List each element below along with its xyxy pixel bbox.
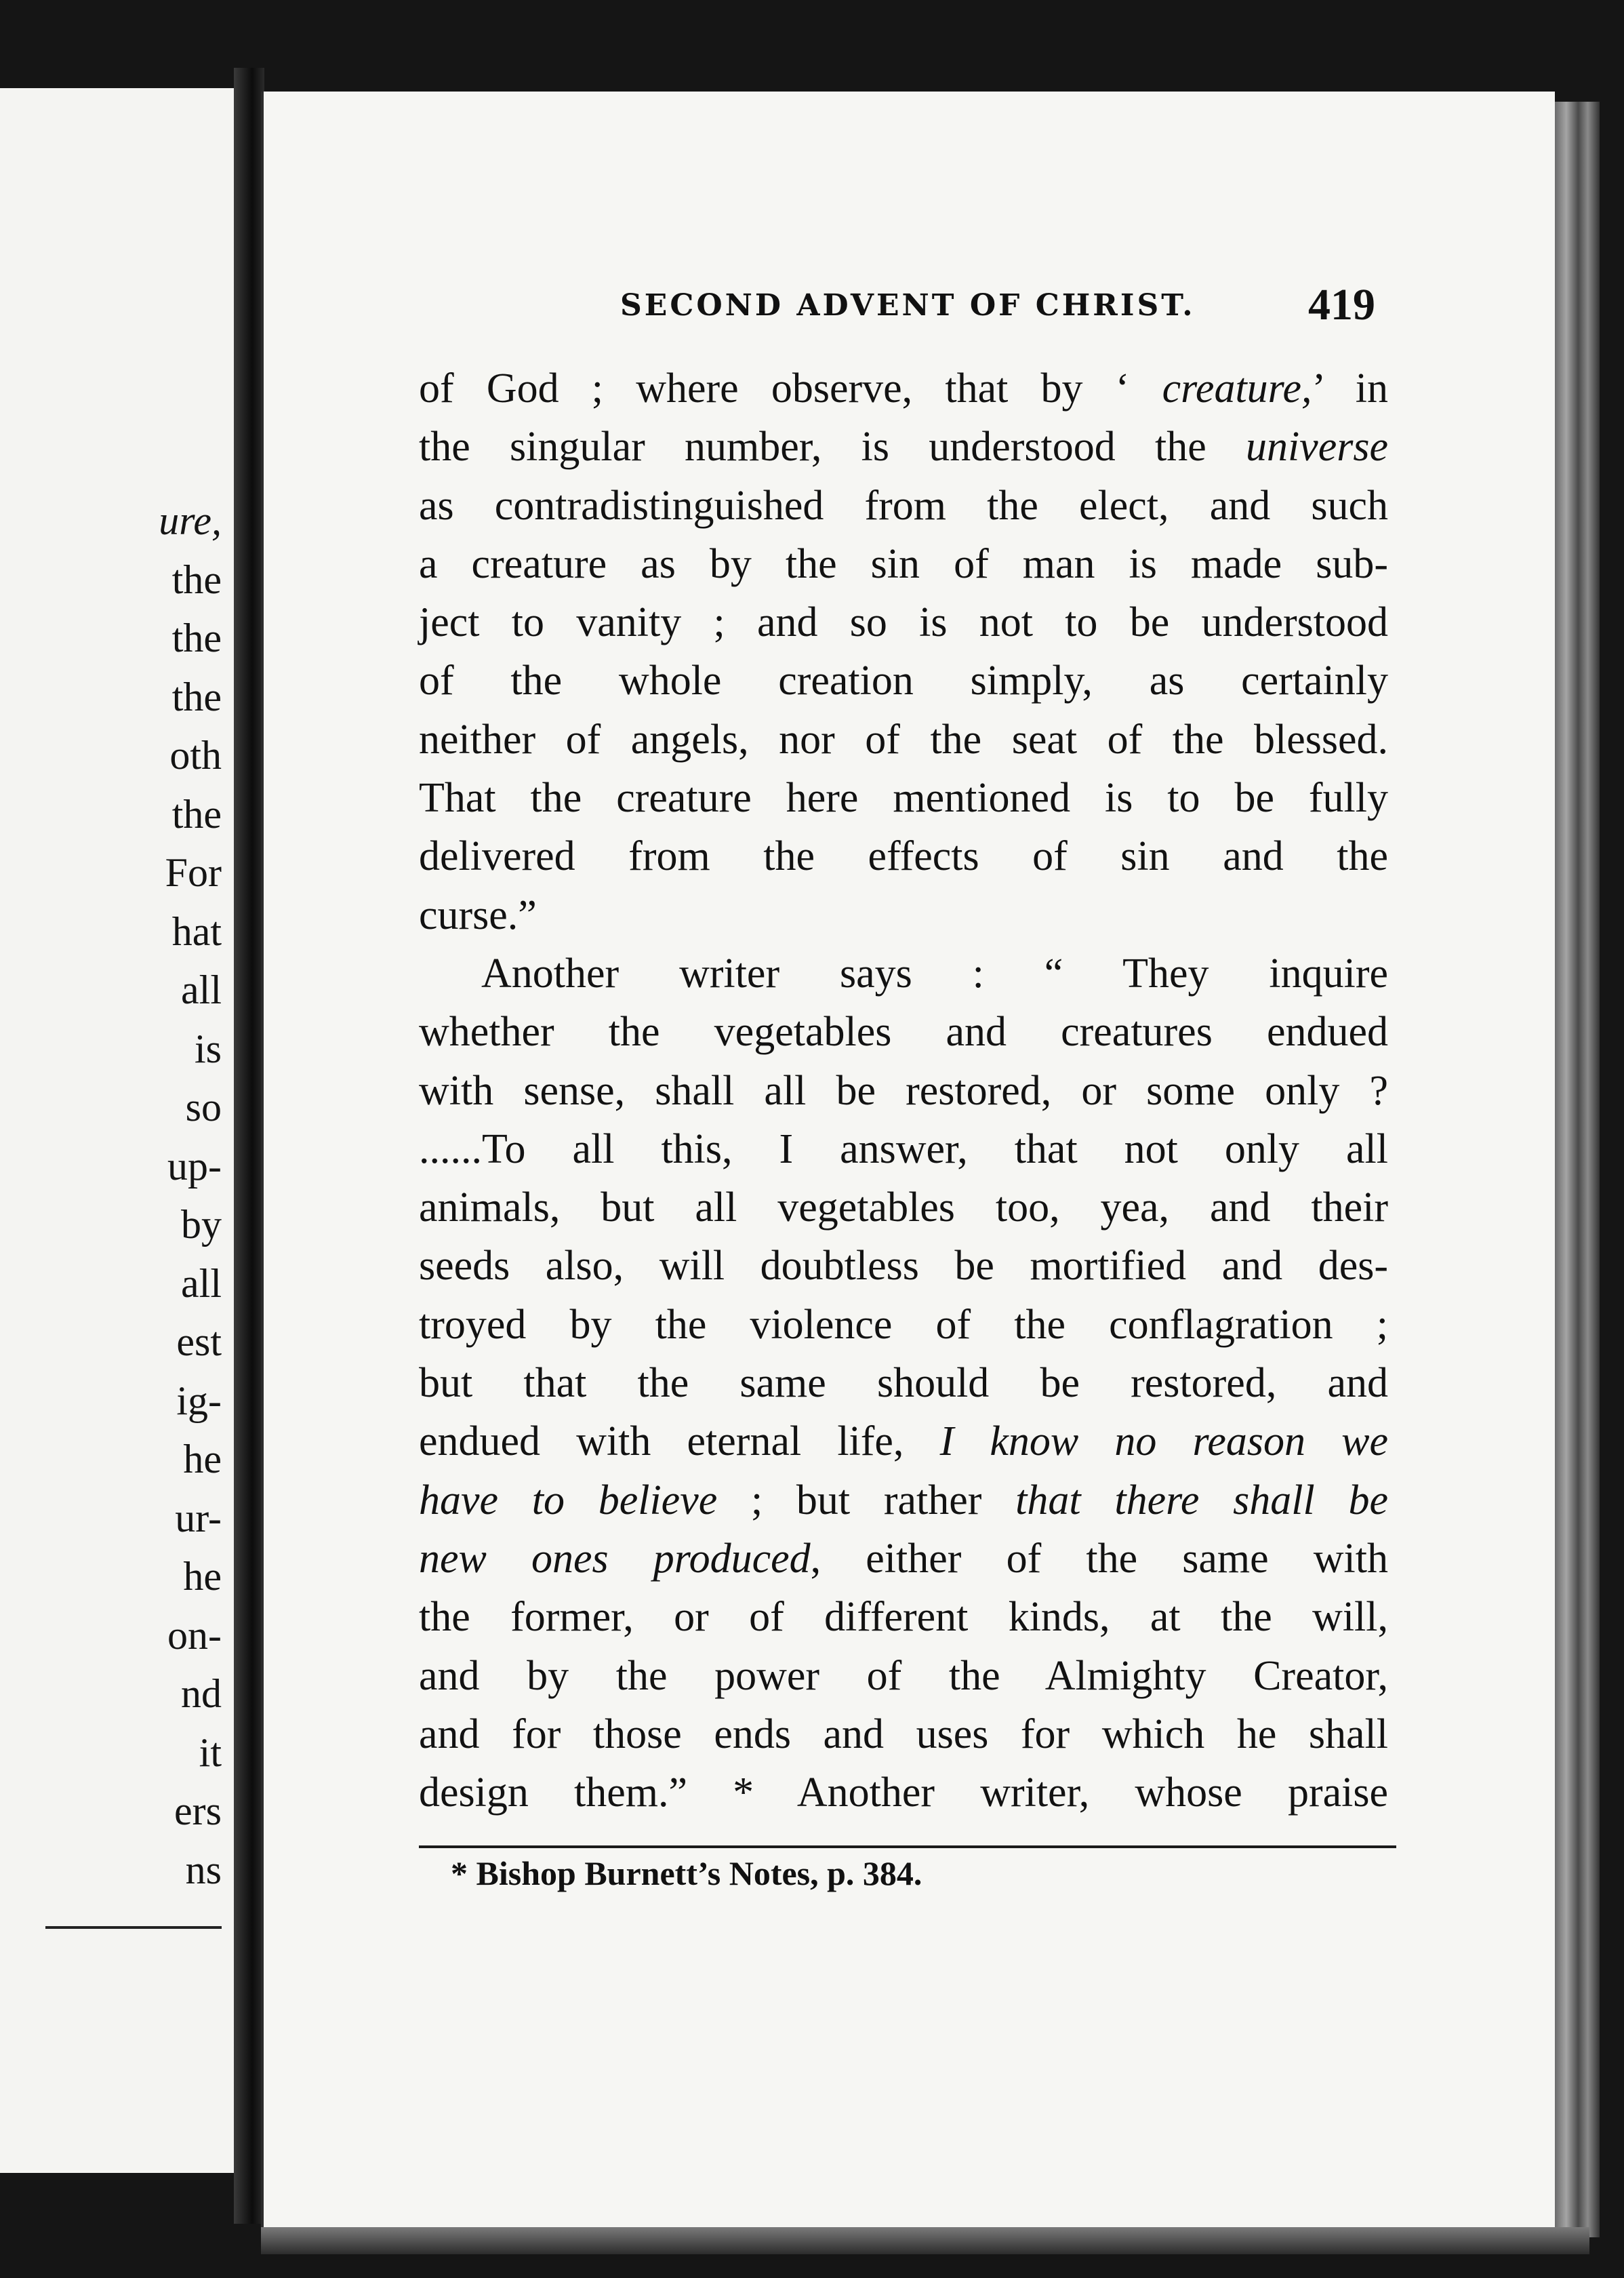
- left-page-fragment: ig-: [176, 1378, 222, 1423]
- left-page-fragment: the: [171, 616, 222, 660]
- footnote: * Bishop Burnett’s Notes, p. 384.: [451, 1854, 922, 1892]
- text-line: [419, 944, 1388, 1003]
- text-segment: neither of angels, nor of the seat of the blessed.: [419, 716, 1388, 763]
- text-segment: of God ; where observe, that by ‘: [419, 365, 1162, 412]
- text-segment: animals, but all vegetables too, yea, and their: [419, 1184, 1388, 1231]
- text-line: [419, 886, 1388, 944]
- italic-text: creature,: [1162, 365, 1312, 412]
- text-line: [419, 1003, 1388, 1061]
- text-line: [419, 1354, 1388, 1412]
- text-segment: ’ in: [1312, 365, 1388, 412]
- left-page-fragment: it: [199, 1730, 222, 1775]
- left-page-fragment: ns: [185, 1847, 222, 1892]
- left-page-fragment: the: [171, 674, 222, 719]
- text-segment: seeds also, will doubtless be mortified and des-: [419, 1243, 1388, 1290]
- text-segment: and for those ends and uses for which he shall: [419, 1711, 1388, 1757]
- text-line: [419, 652, 1388, 710]
- left-page-fragment: oth: [169, 733, 222, 778]
- running-head: SECOND ADVENT OF CHRIST.: [620, 288, 1196, 323]
- text-line: [419, 1296, 1388, 1354]
- left-page-fragment: nd: [181, 1671, 222, 1716]
- italic-text: have to believe: [419, 1477, 718, 1523]
- left-page-fragment: For: [165, 850, 222, 895]
- text-line: [419, 1471, 1388, 1530]
- left-page-fragment: the: [171, 791, 222, 837]
- left-page-fragment: est: [176, 1319, 222, 1364]
- text-segment: of the whole creation simply, as certainly: [419, 658, 1388, 704]
- italic-text: that there shall be: [1015, 1477, 1388, 1523]
- left-page-fragment: ure,: [159, 498, 222, 543]
- text-line: [419, 711, 1388, 769]
- text-segment: endued with eternal life,: [419, 1418, 940, 1465]
- text-segment: and by the power of the Almighty Creator,: [419, 1652, 1388, 1699]
- left-page-footnote-rule: [45, 1926, 222, 1929]
- text-line: [419, 418, 1388, 476]
- text-segment: , either of the same with: [810, 1535, 1388, 1582]
- text-segment: design them.” * Another writer, whose praise: [419, 1770, 1388, 1816]
- text-segment: ; but rather: [717, 1477, 1016, 1523]
- text-segment: ject to vanity ; and so is not to be understood: [419, 599, 1388, 646]
- text-segment: the former, or of different kinds, at the will,: [419, 1594, 1388, 1641]
- text-segment: Another writer says : “ They inquire: [481, 950, 1388, 997]
- body-text: [419, 359, 1388, 1822]
- text-line: [419, 535, 1388, 593]
- left-page-text-fragments: [45, 492, 222, 1929]
- text-segment: with sense, shall all be restored, or some only ?: [419, 1067, 1388, 1114]
- text-line: [419, 1530, 1388, 1588]
- bottom-page-edge: [261, 2227, 1589, 2254]
- left-page-fragment: all: [181, 1260, 222, 1306]
- text-line: [419, 1178, 1388, 1237]
- text-segment: troyed by the violence of the conflagration ;: [419, 1301, 1388, 1348]
- text-line: [419, 1763, 1388, 1822]
- left-page-fragment: ur-: [175, 1495, 222, 1540]
- text-line: [419, 477, 1388, 535]
- italic-text: universe: [1245, 424, 1388, 471]
- italic-text: new ones produced: [419, 1535, 811, 1582]
- text-line: [419, 593, 1388, 652]
- text-line: [419, 1705, 1388, 1763]
- left-facing-page: [0, 88, 238, 2173]
- left-page-fragment: he: [183, 1437, 222, 1481]
- text-segment: delivered from the effects of sin and the: [419, 833, 1388, 880]
- text-segment: That the creature here mentioned is to be fully: [419, 775, 1388, 822]
- text-line: [419, 827, 1388, 885]
- text-segment: as contradistinguished from the elect, and such: [419, 482, 1388, 529]
- left-page-fragment: is: [194, 1026, 222, 1071]
- left-page-fragment: on-: [167, 1612, 222, 1658]
- left-page-fragment: by: [181, 1202, 222, 1247]
- left-page-fragment: hat: [171, 908, 222, 954]
- text-line: [419, 1062, 1388, 1120]
- text-line: [419, 1588, 1388, 1646]
- page-number: 419: [1308, 280, 1375, 329]
- left-page-fragment: ers: [174, 1789, 222, 1833]
- text-segment: a creature as by the sin of man is made sub-: [419, 540, 1388, 587]
- text-segment: ......To all this, I answer, that not only all: [419, 1125, 1388, 1172]
- text-segment: but that the same should be restored, and: [419, 1360, 1388, 1407]
- left-page-fragment: so: [185, 1085, 222, 1130]
- left-page-fragment: the: [171, 557, 222, 602]
- text-line: [419, 359, 1388, 418]
- text-line: [419, 1120, 1388, 1178]
- left-page-fragment: he: [183, 1554, 222, 1599]
- text-segment: the singular number, is understood the: [419, 424, 1246, 471]
- left-page-fragment: all: [181, 967, 222, 1012]
- italic-text: I know no reason we: [939, 1418, 1388, 1465]
- text-line: [419, 1237, 1388, 1295]
- text-segment: curse.”: [419, 892, 537, 938]
- page-stack-edge: [1552, 102, 1600, 2237]
- text-line: [419, 769, 1388, 827]
- text-segment: whether the vegetables and creatures endued: [419, 1009, 1388, 1056]
- left-page-fragment: up-: [167, 1143, 222, 1188]
- text-line: [419, 1412, 1388, 1471]
- footnote-rule: [419, 1845, 1396, 1848]
- text-line: [419, 1647, 1388, 1705]
- book-gutter: [234, 68, 264, 2224]
